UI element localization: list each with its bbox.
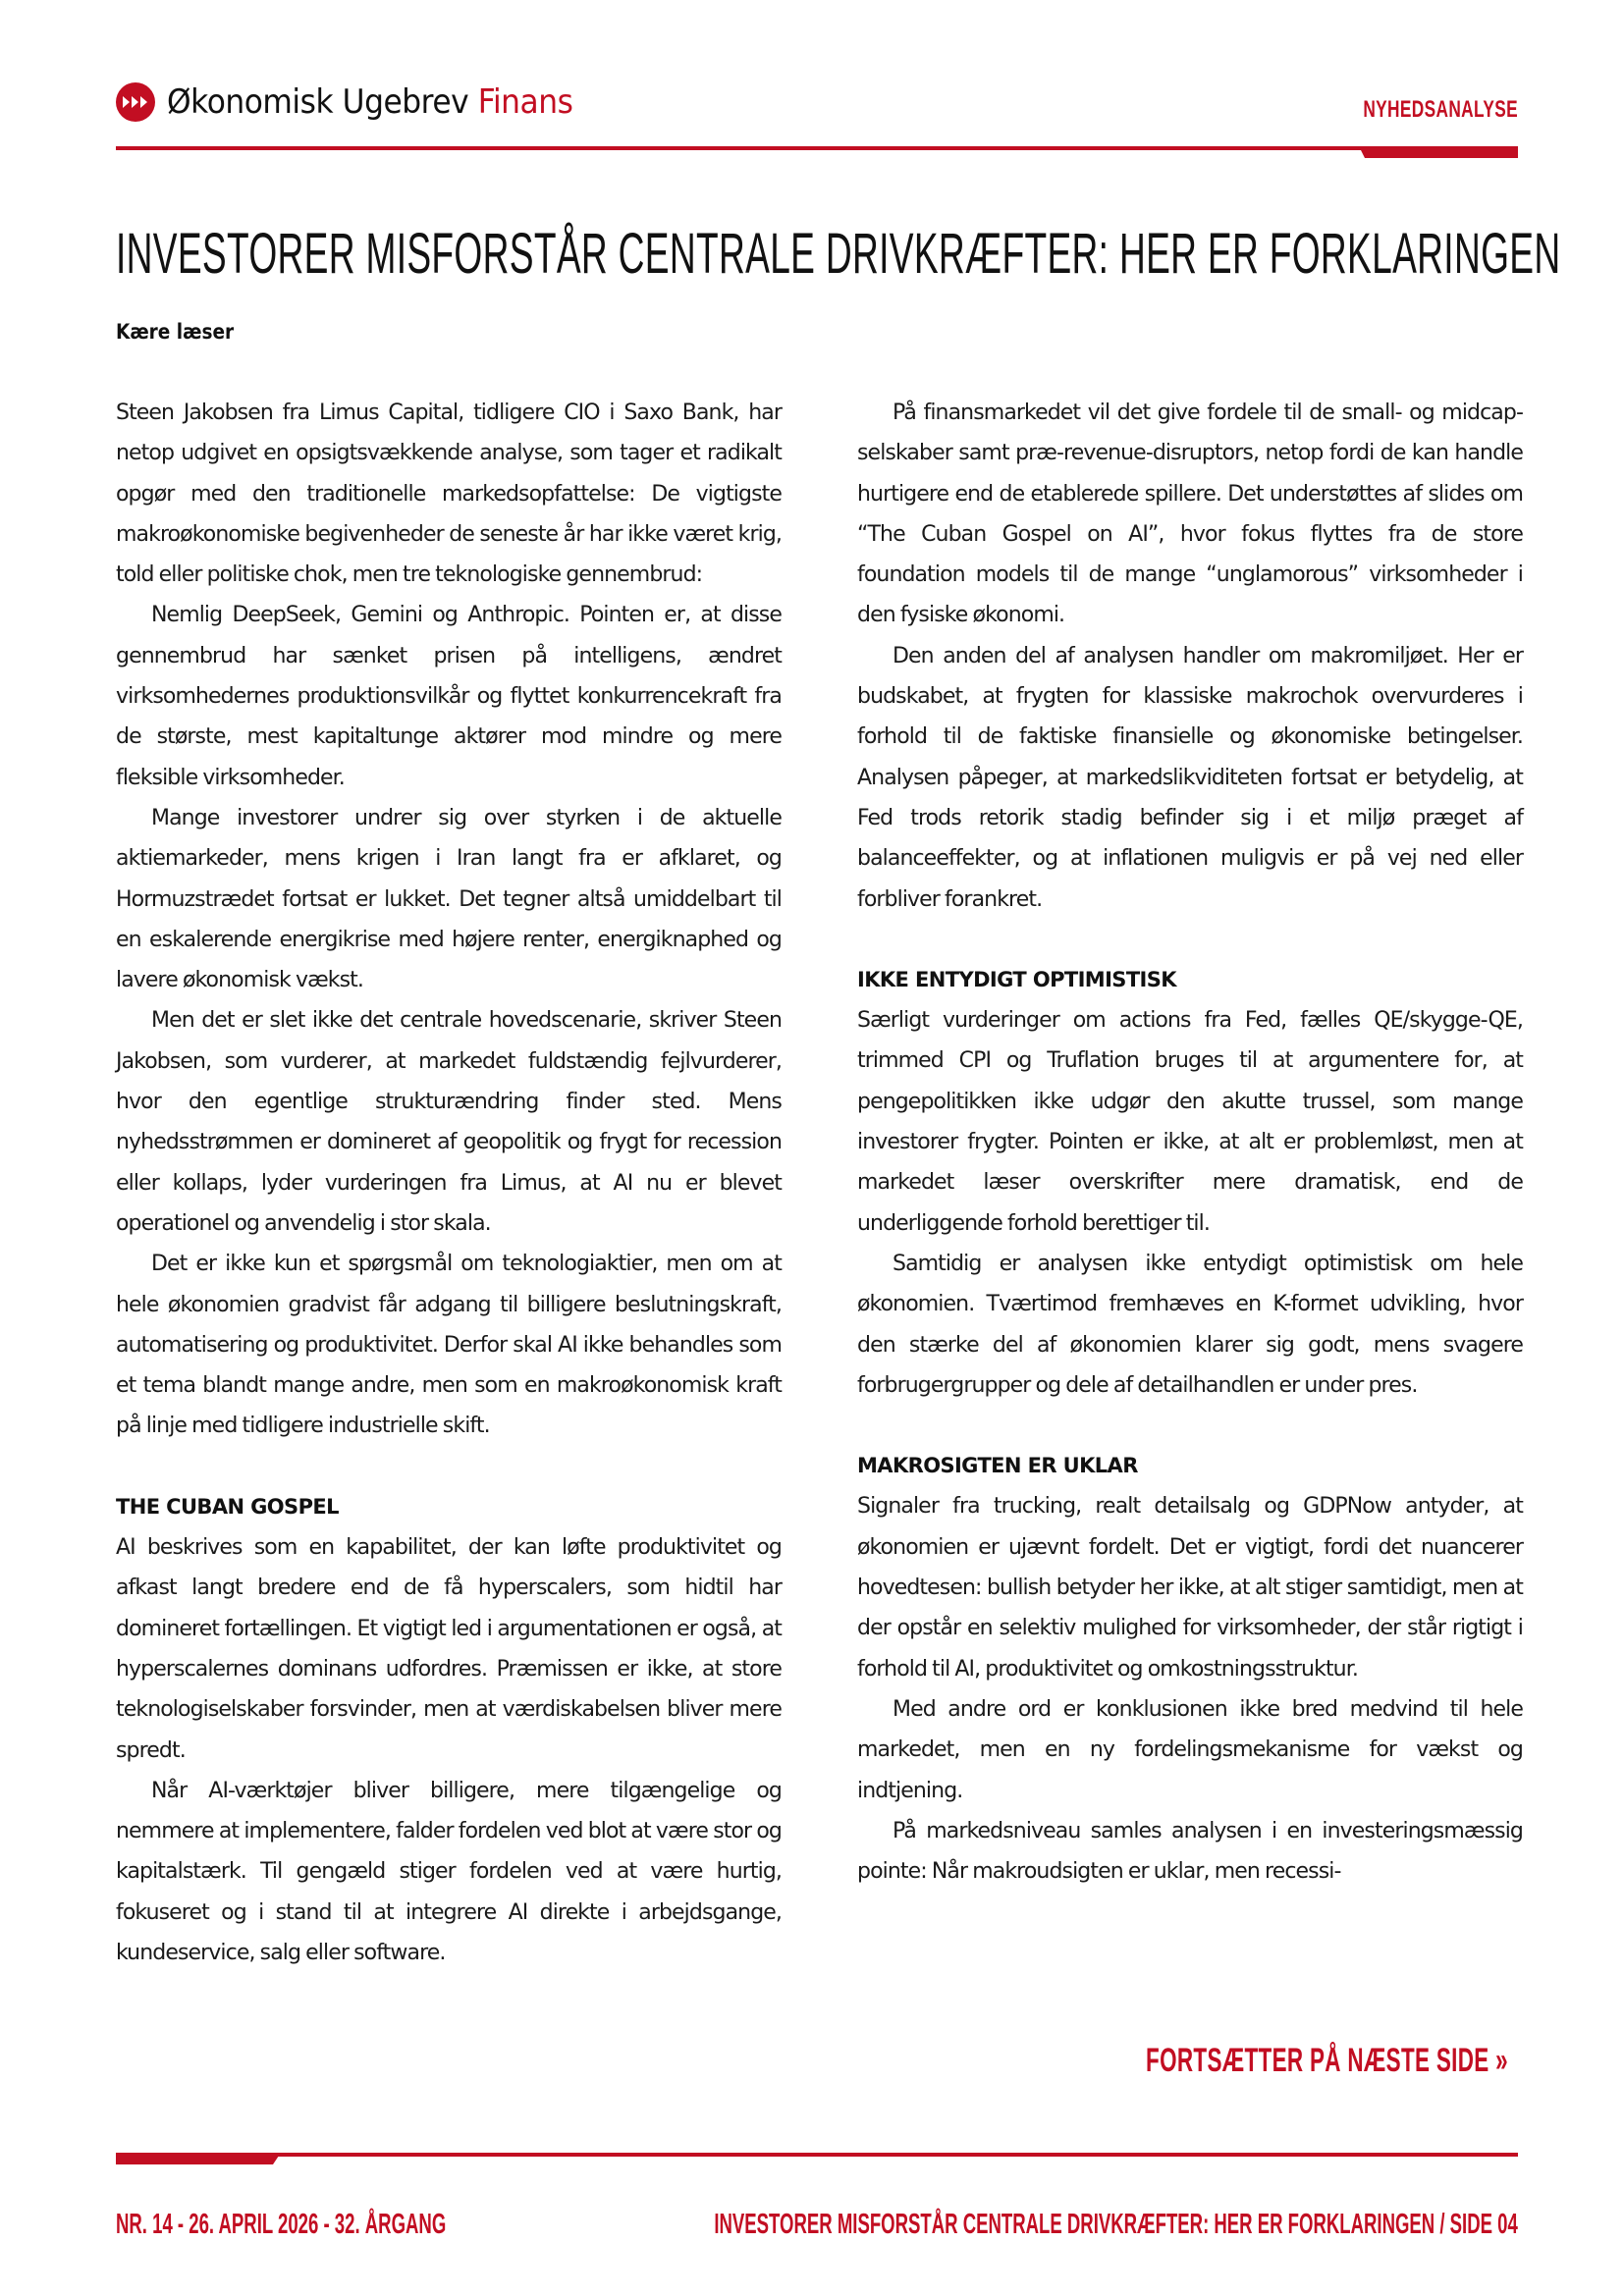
header-divider [116,146,1518,150]
fast-forward-circle-icon [116,82,155,122]
paragraph: AI beskrives som en kapabilitet, der kan løfte produktivitet og afkast langt bredere end de få hyperscalers, som hidtil har domineret fortællingen. Et vigtigt led i argumentationen er også, at hyperscalernes dominans udfordres. Præmissen er ikke, at store teknologiselskaber forsvinder, men at værdiskabelsen bliver mere spredt. [116,1535,782,1763]
paragraph: Mange investorer undrer sig over styrken i de aktuelle aktiemarkeder, mens krigen i Iran langt fra er afklaret, og Hormuzstrædet fortsat er lukket. Det tegner altså umiddelbart til en eskalerende energikrise med højere renter, energiknaphed og lavere økonomisk vækst. [116,805,782,993]
paragraph: På markedsniveau samles analysen i en investeringsmæssig pointe: Når makroudsigten er uklar, men recessi- [857,1818,1523,1885]
paragraph: Når AI-værktøjer bliver billigere, mere tilgængelige og nemmere at implementere, falder fordelen ved blot at være stor og kapitalstærk. Til gengæld stiger fordelen ved at være hurtig, fokuseret og i stand til at integrere AI direkte i arbejdsgange, kundeservice, salg eller software. [116,1778,782,1965]
publication-logo[interactable] [116,82,608,122]
paragraph: Nemlig DeepSeek, Gemini og Anthropic. Pointen er, at disse gennembrud har sænket prisen på intelligens, ændret virksomhedernes produktionsvilkår og flyttet konkurrencekraft fra de største, mest kapitaltunge aktører mod mindre og mere fleksible virksomheder. [116,603,782,790]
paragraph: Signaler fra trucking, realt detailsalg og GDPNow antyder, at økonomien er ujævnt fordelt. Det er vigtigt, fordi det nuancerer hovedtesen: bullish betyder her ikke, at alt stiger samtidigt, men at der opstår en selektiv mulighed for virksomheder, der står rigtigt i forhold til AI, produktivitet og omkostningsstruktur. [857,1494,1523,1682]
footer-divider [116,2153,1518,2157]
running-title-page-number: INVESTORER MISFORSTÅR CENTRALE DRIVKRÆFTER: HER ER FORKLARINGEN / SIDE 04 [714,2209,1518,2240]
paragraph: Samtidig er analysen ikke entydigt optimistisk om hele økonomien. Tværtimod fremhæves en K-formet udvikling, hvor den stærke del af økonomien klarer sig godt, mens svagere forbrugergrupper og dele af detailhandlen er under pres. [857,1251,1523,1398]
section-heading: MAKROSIGTEN ER UKLAR [857,1454,1138,1478]
masthead [116,79,1518,149]
paragraph: Det er ikke kun et spørgsmål om teknologiaktier, men om at hele økonomien gradvist får adgang til billigere beslutningskraft, automatisering og produktivitet. Derfor skal AI ikke behandles som et tema blandt mange andre, men som en makroøkonomisk kraft på linje med tidligere industrielle skift. [116,1252,782,1439]
right-column [857,393,1523,1892]
continue-next-page-link[interactable]: FORTSÆTTER PÅ NÆSTE SIDE » [1146,2042,1508,2079]
header-divider-accent [1359,146,1518,158]
brand-main: Økonomisk Ugebrev [167,82,469,122]
left-column [116,393,782,1973]
section-heading: IKKE ENTYDIGT OPTIMISTISK [857,967,1176,991]
paragraph: Særligt vurderinger om actions fra Fed, fælles QE/skygge-QE, trimmed CPI og Truflation bruges til at argumentere for, at pengepolitikken ikke udgør den akutte trussel, som mange investorer frygter. Pointen er ikke, at alt er problemløst, men at markedet læser overskrifter mere dramatisk, end de underliggende forhold berettiger til. [857,1008,1523,1236]
section-heading: THE CUBAN GOSPEL [116,1494,339,1519]
paragraph: Steen Jakobsen fra Limus Capital, tidligere CIO i Saxo Bank, har netop udgivet en opsigtsvækkende analyse, som tager et radikalt opgør med den traditionelle markedsopfattelse: De vigtigste makroøkonomiske begivenheder de seneste år har ikke været krig, told eller politiske chok, men tre teknologiske gennembrud: [116,400,782,588]
section-label: NYHEDSANALYSE [1363,96,1518,123]
issue-info: NR. 14 - 26. APRIL 2026 - 32. ÅRGANG [116,2209,447,2240]
paragraph: Den anden del af analysen handler om makromiljøet. Her er budskabet, at frygten for klassiske makrochok overvurderes i forhold til de faktiske finansielle og økonomiske betingelser. Analysen påpeger, at markedslikviditeten fortsat er betydelig, at Fed trods retorik stadig befinder sig i et miljø præget af balanceeffekter, og at inflationen muligvis er på vej ned eller forbliver forankret. [857,643,1523,912]
salutation: Kære læser [116,320,235,344]
paragraph: På finansmarkedet vil det give fordele til de small- og midcap-selskaber samt præ-revenue-disruptors, netop fordi de kan handle hurtigere end de etablerede spillere. Det understøttes af slides om “The Cuban Gospel on AI”, hvor fokus flyttes fra de store foundation models til de mange “unglamorous” virksomheder i den fysiske økonomi. [857,400,1523,628]
article-headline: INVESTORER MISFORSTÅR CENTRALE DRIVKRÆFTER: HER ER FORKLARINGEN [116,222,1561,286]
footer-divider-accent [116,2153,281,2164]
brand-name [167,82,572,122]
paragraph: Med andre ord er konklusionen ikke bred medvind til hele markedet, men en ny fordelingsmekanisme for vækst og indtjening. [857,1696,1523,1803]
paragraph: Men det er slet ikke det centrale hovedscenarie, skriver Steen Jakobsen, som vurderer, at markedet fuldstændig fejlvurderer, hvor den egentlige strukturændring finder sted. Mens nyhedsstrømmen er domineret af geopolitik og frygt for recession eller kollaps, lyder vurderingen fra Limus, at AI nu er blevet operationel og anvendelig i stor skala. [116,1008,782,1236]
brand-accent: Finans [477,82,573,122]
